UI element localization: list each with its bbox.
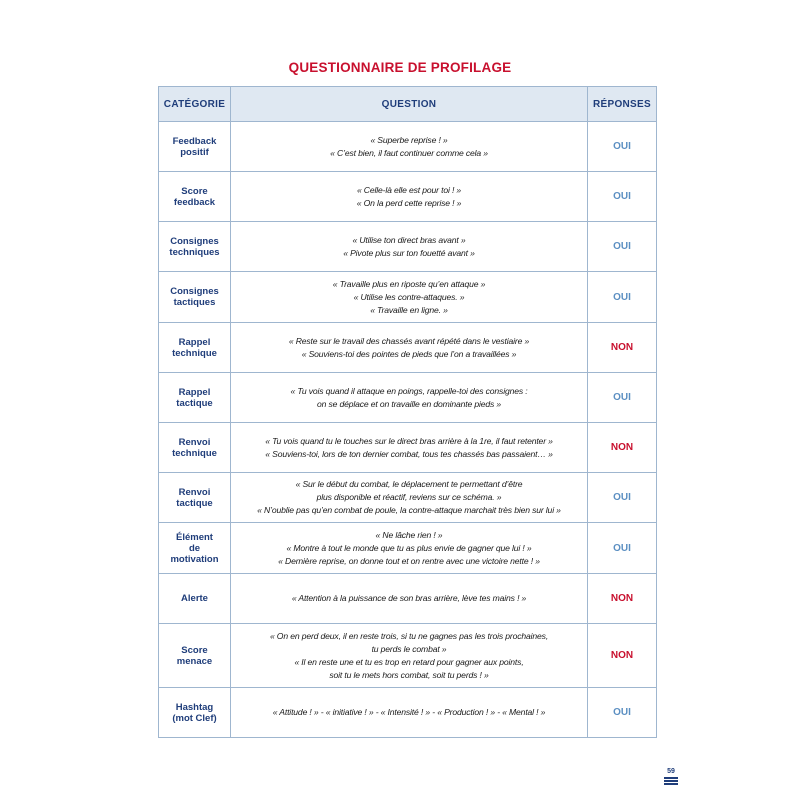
- question-line: « Tu vois quand il attaque en poings, rappelle-toi des consignes :: [290, 385, 528, 396]
- category-line: menace: [176, 655, 213, 667]
- question-cell: [231, 222, 588, 272]
- table-row: [159, 688, 657, 738]
- page-number: 59: [667, 768, 675, 775]
- table-row: [159, 473, 657, 523]
- category-line: Renvoi: [178, 486, 211, 498]
- response-cell: OUI: [588, 373, 657, 423]
- question-cell: [231, 373, 588, 423]
- category-line: Feedback: [172, 135, 217, 147]
- question-line: « Attitude ! » - « initiative ! » - « Intensité ! » - « Production ! » - « Mental ! »: [272, 707, 546, 717]
- category-line: Score: [181, 185, 208, 197]
- category-cell: [159, 323, 231, 373]
- question-line: « Utilise les contre-attaques. »: [353, 291, 465, 302]
- category-cell: [159, 473, 231, 523]
- question-cell: [231, 688, 588, 738]
- question-line: plus disponible et réactif, reviens sur ce schéma. »: [316, 492, 502, 502]
- table-row: [159, 574, 657, 624]
- header-responses: RÉPONSES: [588, 87, 657, 122]
- table-row: [159, 323, 657, 373]
- category-line: technique: [172, 447, 217, 459]
- question-line: « Attention à la puissance de son bras arrière, lève tes mains ! »: [291, 593, 527, 603]
- category-line: Consignes: [170, 286, 219, 297]
- profiling-table: [158, 86, 657, 738]
- question-cell: [231, 523, 588, 574]
- category-line: (mot Clef): [172, 712, 217, 724]
- question-line: « Dernière reprise, on donne tout et on rentre avec une victoire nette ! »: [278, 555, 540, 566]
- response-cell: NON: [588, 423, 657, 473]
- table-row: [159, 172, 657, 222]
- category-line: Rappel: [178, 336, 211, 348]
- category-cell: [159, 122, 231, 172]
- question-cell: [231, 122, 588, 172]
- page-title: QUESTIONNAIRE DE PROFILAGE: [288, 60, 512, 75]
- category-line: feedback: [173, 196, 216, 208]
- question-line: « On en perd deux, il en reste trois, si tu ne gagnes pas les trois prochaines,: [269, 630, 549, 641]
- question-cell: [231, 172, 588, 222]
- question-line: « Montre à tout le monde que tu as plus envie de gagner que lui ! »: [286, 542, 532, 553]
- response-cell: OUI: [588, 122, 657, 172]
- category-cell: [159, 624, 231, 688]
- question-line: « Reste sur le travail des chassés avant répété dans le vestiaire »: [288, 335, 530, 346]
- question-cell: [231, 423, 588, 473]
- response-cell: NON: [588, 323, 657, 373]
- category-cell: [159, 373, 231, 423]
- category-cell: [159, 574, 231, 624]
- category-line: Alerte: [181, 593, 208, 604]
- question-line: « Travaille plus en riposte qu’en attaque »: [332, 278, 486, 289]
- category-line: tactique: [176, 497, 213, 509]
- category-line: de: [188, 542, 201, 554]
- category-line: Renvoi: [178, 436, 211, 448]
- response-cell: OUI: [588, 688, 657, 738]
- response-cell: OUI: [588, 222, 657, 272]
- page-number-decoration: [664, 777, 678, 786]
- question-cell: [231, 624, 588, 688]
- category-line: Élément: [176, 531, 213, 543]
- header-category: CATÉGORIE: [159, 87, 231, 122]
- header-question: QUESTION: [231, 87, 588, 122]
- question-line: « N’oublie pas qu’en combat de poule, la contre-attaque marchait très bien sur lui »: [257, 505, 561, 515]
- question-line: « Utilise ton direct bras avant »: [352, 234, 466, 245]
- question-line: « C’est bien, il faut continuer comme cela »: [330, 147, 488, 158]
- category-line: tactique: [176, 397, 213, 409]
- question-cell: [231, 323, 588, 373]
- table-row: [159, 222, 657, 272]
- question-line: on se déplace et on travaille en dominante pieds »: [316, 398, 502, 409]
- question-line: « Ne lâche rien ! »: [375, 529, 443, 540]
- category-line: techniques: [169, 246, 220, 258]
- question-line: « Il en reste une et tu es trop en retard pour gagner aux points,: [294, 656, 524, 667]
- response-cell: NON: [588, 624, 657, 688]
- category-line: tactiques: [173, 297, 216, 308]
- category-cell: [159, 172, 231, 222]
- question-line: « Celle-là elle est pour toi ! »: [356, 184, 462, 195]
- category-line: Score: [181, 644, 208, 656]
- response-cell: NON: [588, 574, 657, 624]
- category-line: Hashtag: [175, 701, 214, 713]
- question-line: « Souviens-toi des pointes de pieds que l’on a travaillées »: [301, 348, 517, 359]
- response-cell: OUI: [588, 172, 657, 222]
- table-row: [159, 523, 657, 574]
- question-cell: [231, 574, 588, 624]
- question-line: soit tu le mets hors combat, soit tu perds ! »: [329, 669, 489, 680]
- question-line: « Superbe reprise ! »: [370, 134, 448, 145]
- question-cell: [231, 272, 588, 323]
- response-cell: OUI: [588, 523, 657, 574]
- question-line: tu perds le combat »: [371, 643, 447, 654]
- category-line: positif: [180, 146, 209, 158]
- category-cell: [159, 523, 231, 574]
- category-line: technique: [172, 347, 217, 359]
- table-row: [159, 272, 657, 323]
- category-line: motivation: [170, 553, 219, 565]
- table-row: [159, 122, 657, 172]
- category-cell: [159, 423, 231, 473]
- category-line: Rappel: [178, 386, 211, 398]
- category-cell: [159, 272, 231, 323]
- response-cell: OUI: [588, 272, 657, 323]
- table-row: [159, 624, 657, 688]
- question-cell: [231, 473, 588, 523]
- question-line: « Sur le début du combat, le déplacement te permettant d’être: [295, 479, 523, 489]
- response-cell: OUI: [588, 473, 657, 523]
- question-line: « Travaille en ligne. »: [370, 304, 448, 315]
- question-line: « On la perd cette reprise ! »: [356, 197, 462, 208]
- question-line: « Tu vois quand tu le touches sur le direct bras arrière à la 1re, il faut retenter »: [265, 435, 553, 446]
- table-header-row: [159, 87, 657, 122]
- category-cell: [159, 222, 231, 272]
- category-line: Consignes: [170, 235, 219, 247]
- question-line: « Pivote plus sur ton fouetté avant »: [343, 247, 475, 258]
- table-row: [159, 373, 657, 423]
- category-cell: [159, 688, 231, 738]
- table-row: [159, 423, 657, 473]
- question-line: « Souviens-toi, lors de ton dernier combat, tous tes chassés bas passaient… »: [265, 448, 553, 459]
